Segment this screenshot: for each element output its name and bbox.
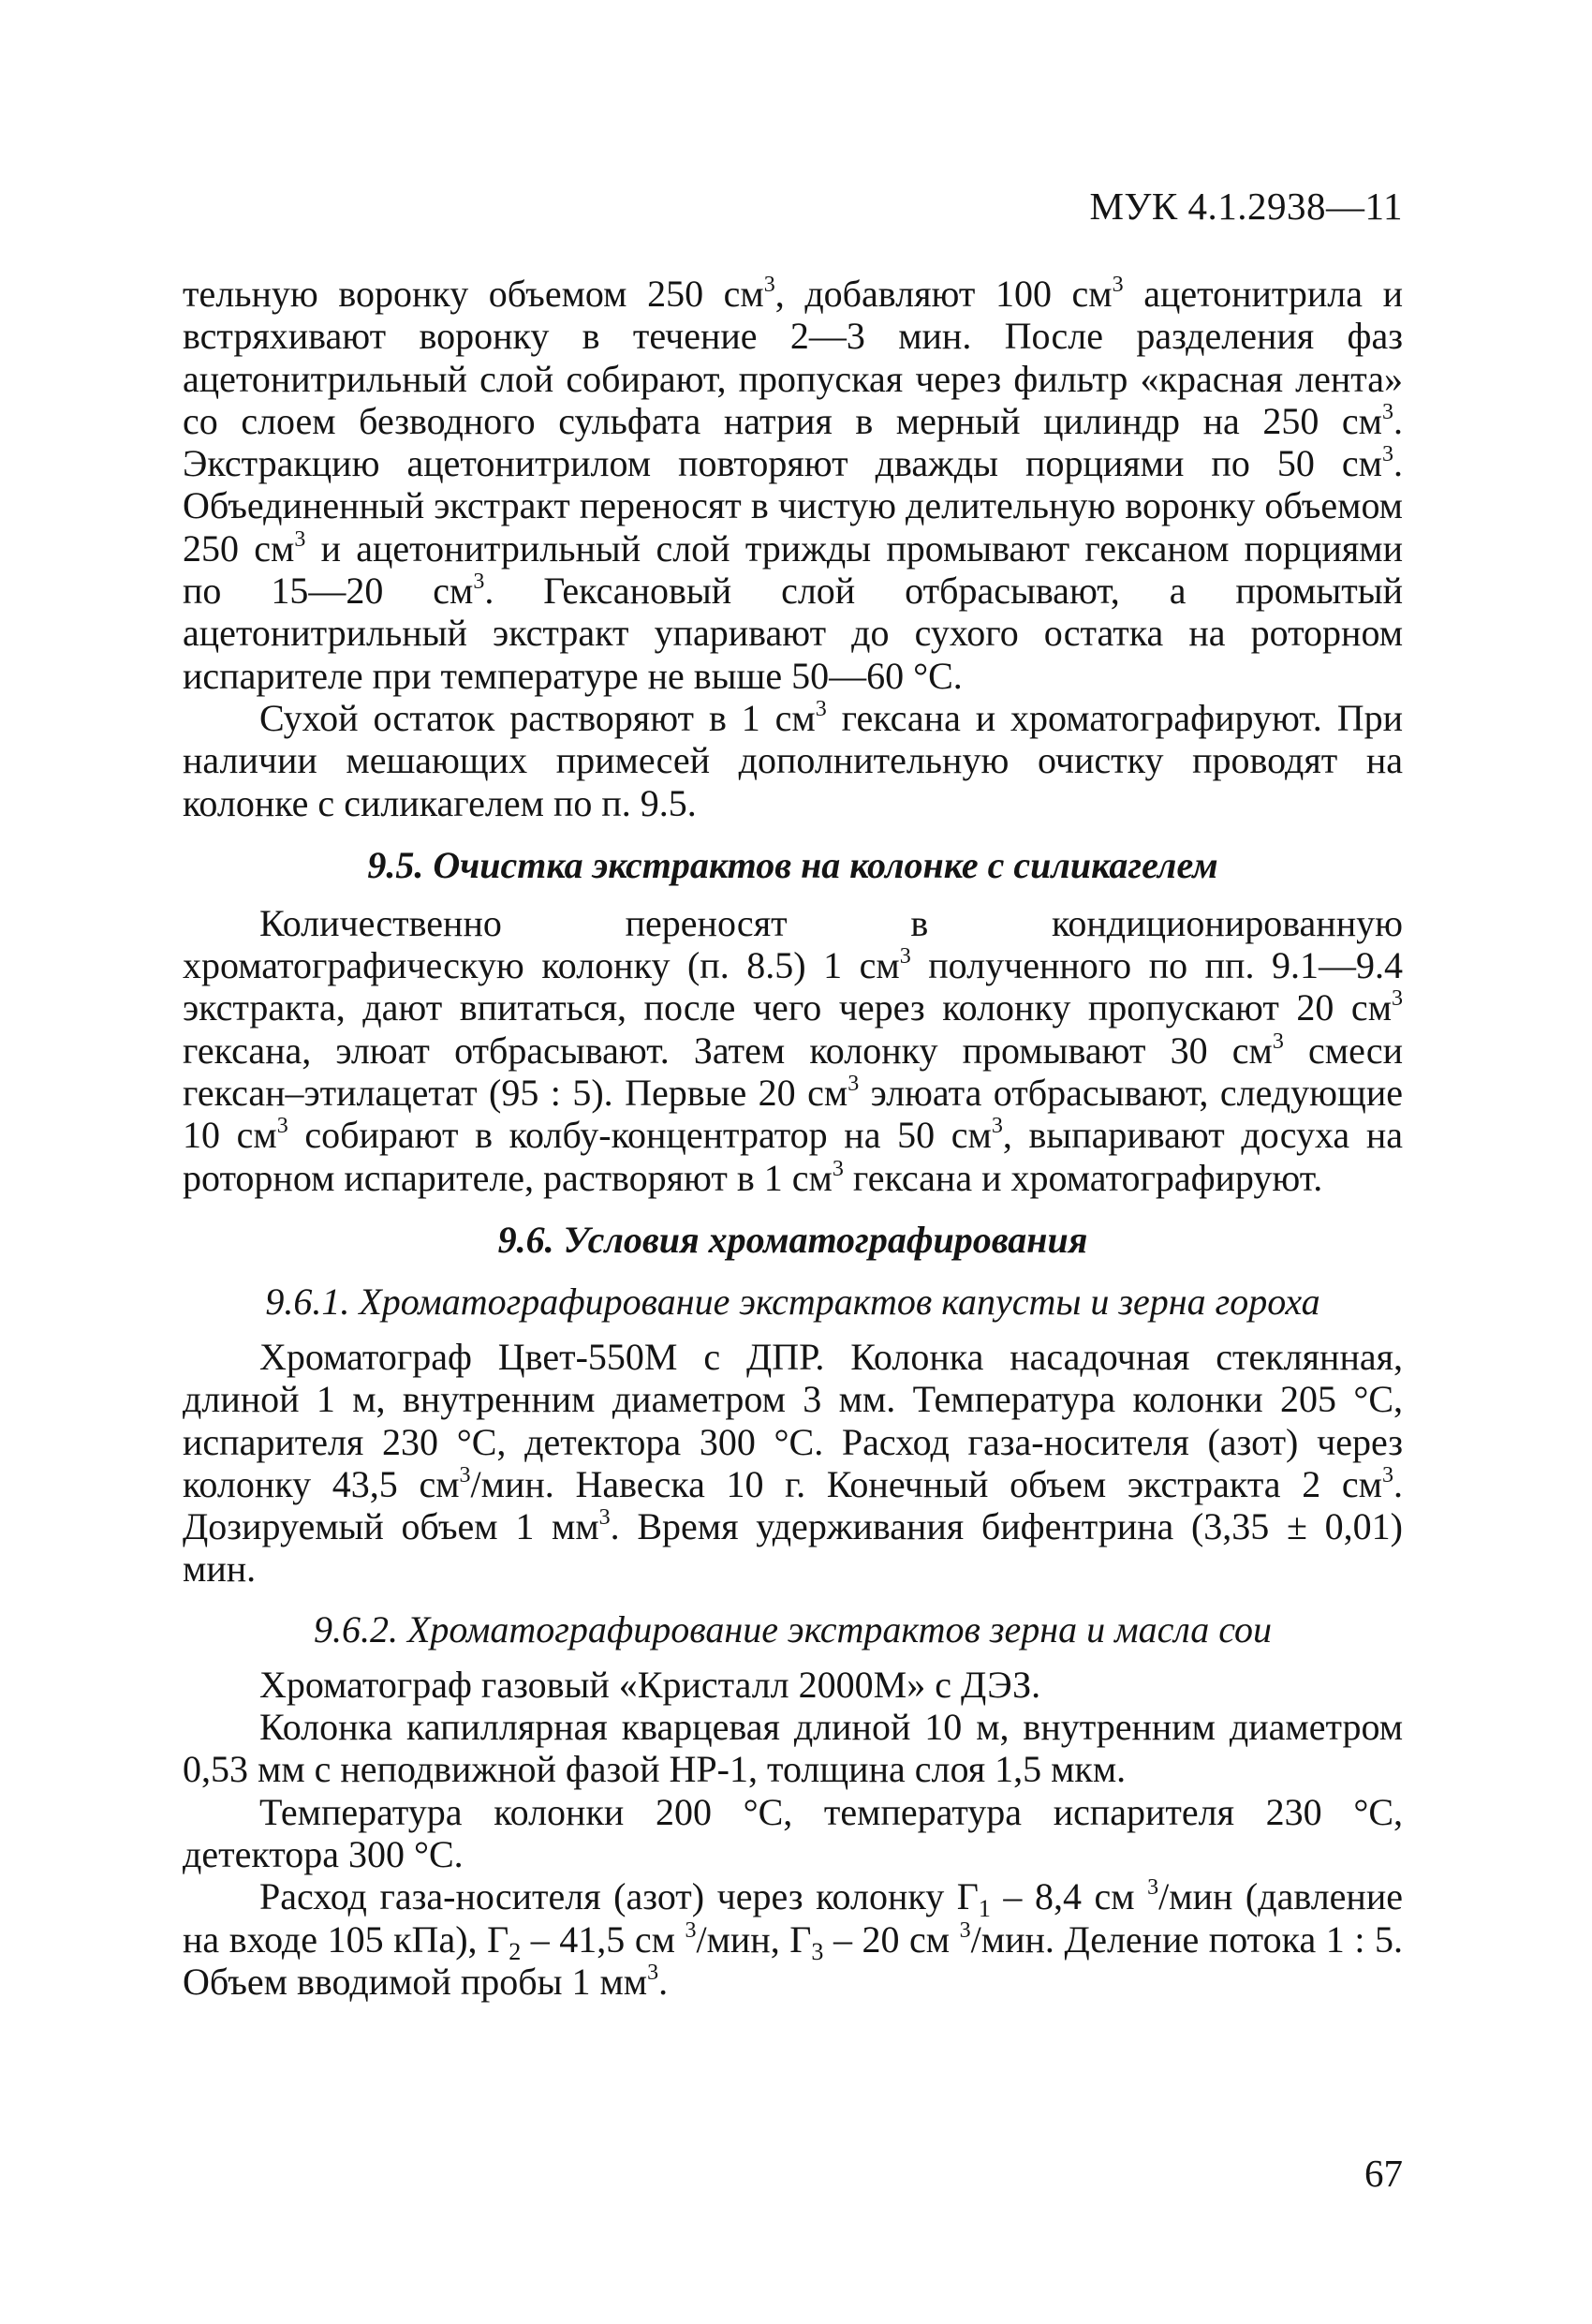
paragraph-chromatograph-kristall: Хроматограф газовый «Кристалл 2000М» с ДЭЗ. <box>259 1663 1041 1706</box>
paragraph-chromatograph-tsvet: Хроматограф Цвет-550М с ДПР. Колонка насадочная стеклянная, длиной 1 м, внутренним диаметром 3 мм. Температура колонки 205 °С, испарителя 230 °С, детектора 300 °С. Расход газа-носителя (азот) через колонку 43,5 $см^3$/мин. Навеска 10 г. Конечный объем экстракта 2 $см^3$. Дозируемый объем 1 $мм^3$. Время удерживания бифентрина (3,35 ± 0,01) мин. <box>183 1335 1403 1591</box>
paragraph-temperatures: Температура колонки 200 °С, температура испарителя 230 °С, детектора 300 °С. <box>183 1790 1403 1875</box>
page-number: 67 <box>1364 2152 1403 2195</box>
section-heading-9-5: 9.5. Очистка экстрактов на колонке с силикагелем <box>367 843 1218 886</box>
paragraph-extraction: тельную воронку объемом 250 $см^3$, добавляют 100 $см^3$ ацетонитрила и встряхивают воронку в течение 2—3 мин. После разделения фаз ацетонитрильный слой собирают, пропуская через фильтр «красная лента» со слоем безводного сульфата натрия в мерный цилиндр на 250 $см^3$. Экстракцию ацетонитрилом повторяют дважды порциями по 50 $см^3$. Объединенный экстракт переносят в чистую делительную воронку объемом 250 $см^3$ и ацетонитрильный слой трижды промывают гексаном порциями по 15—20 $см^3$. Гексановый слой отбрасывают, а промытый ацетонитрильный экстракт упаривают до сухого остатка на роторном испарителе при температуре не выше 50—60 °С. <box>183 273 1403 697</box>
paragraph-capillary-column: Колонка капиллярная кварцевая длиной 10 м, внутренним диаметром 0,53 мм с неподвижной фазой HP-1, толщина слоя 1,5 мкм. <box>183 1706 1403 1791</box>
paragraph-gas-flow: Расход газа-носителя (азот) через колонку $Г_1 - 8,4$ см $^3$/мин (давление на входе 105 кПа), $Г_2 - 41,5$ см $^3$/мин, $Г_3 - 20$ см $^3$/мин. Деление потока 1 : 5. Объем вводимой пробы 1 $мм^3$. <box>183 1875 1403 2003</box>
paragraph-dry-residue: Сухой остаток растворяют в 1 $см^3$ гексана и хроматографируют. При наличии мешающих примесей дополнительную очистку проводят на колонке с силикагелем по п. 9.5. <box>183 696 1403 824</box>
page-content <box>183 273 1403 2003</box>
paragraph-column-cleanup: Количественно переносят в кондиционированную хроматографическую колонку (п. 8.5) 1 $см^3$ полученного по пп. 9.1—9.4 экстракта, дают впитаться, после чего через колонку пропускают 20 $см^3$ гексана, элюат отбрасывают. Затем колонку промывают 30 $см^3$ смеси гексан–этилацетат (95 : 5). Первые 20 $см^3$ элюата отбрасывают, следующие 10 $см^3$ собирают в колбу-концентратор на 50 $см^3$, выпаривают досуха на роторном испарителе, растворяют в 1 $см^3$ гексана и хроматографируют. <box>183 901 1404 1199</box>
subsection-heading-9-6-1: 9.6.1. Хроматографирование экстрактов капусты и зерна гороха <box>265 1280 1320 1323</box>
section-heading-9-6: 9.6. Условия хроматографирования <box>497 1218 1088 1261</box>
subsection-heading-9-6-2: 9.6.2. Хроматографирование экстрактов зерна и масла сои <box>313 1607 1273 1650</box>
document-code-header: МУК 4.1.2938—11 <box>1089 185 1403 228</box>
